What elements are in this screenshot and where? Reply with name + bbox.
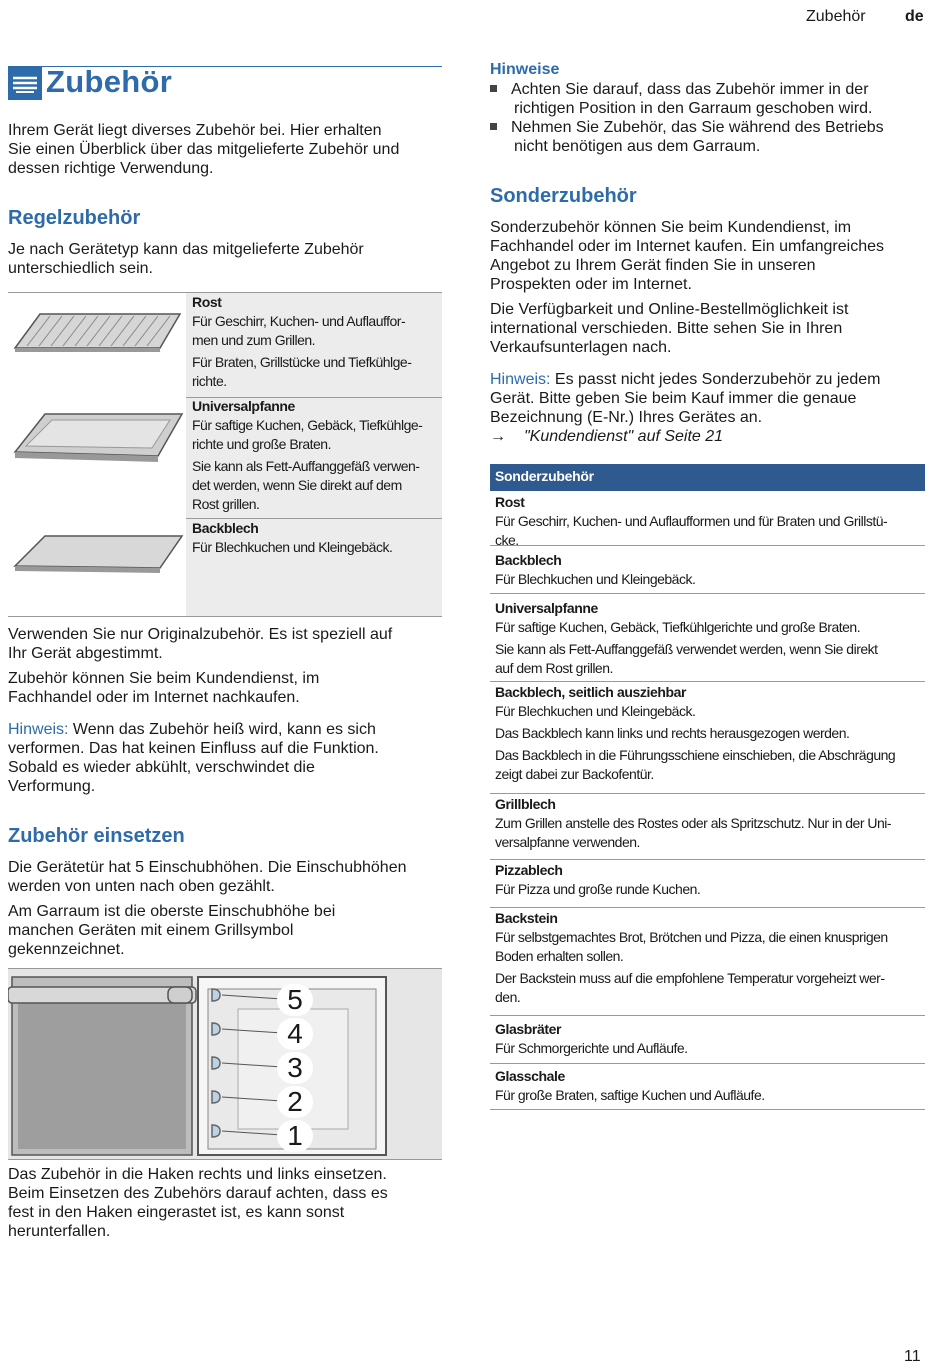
bullet-icon — [490, 123, 497, 130]
running-header-lang: de — [905, 8, 924, 25]
hinweise-list: Achten Sie darauf, dass das Zubehör immer in der richtigen Position in den Garraum geschoben wird. Nehmen Sie Zubehör, das Sie während des Betriebs nicht benötigen aus dem Garraum. — [490, 80, 884, 156]
oven-illustration — [8, 969, 442, 1159]
bullet-icon — [490, 85, 497, 92]
bottom-text: Das Zubehör in die Haken rechts und links einsetzen. Beim Einsetzen des Zubehörs darauf achten, dass es fest in den Haken eingerastet ist, es kann sonst herunterfallen. — [8, 1166, 388, 1240]
level-1-label: 1 — [277, 1120, 313, 1152]
level-4-label: 4 — [277, 1018, 313, 1050]
kundendienst-link[interactable]: "Kundendienst" auf Seite 21 — [524, 428, 724, 445]
table-row: Glasbräter Für Schmorgerichte und Aufläufe. — [490, 1016, 925, 1064]
level-2-label: 2 — [277, 1086, 313, 1118]
pan-image — [10, 404, 186, 477]
left-hint: Hinweis: Wenn das Zubehör heiß wird, kann es sich verformen. Das hat keinen Einfluss auf die Funktion. Sobald es wieder abkühlt, verschwindet die Verformung. — [8, 721, 379, 795]
sonder-text-1: Sonderzubehör können Sie beim Kundendienst, im Fachhandel oder im Internet kaufen. Ein umfangreiches Angebot zu Ihrem Gerät finden Sie in unseren Prospekten oder im Internet. — [490, 219, 885, 293]
arrow-right-icon: → — [490, 428, 506, 445]
right-hint: Hinweis: Es passt nicht jedes Sonderzubehör zu jedem Gerät. Bitte geben Sie beim Kauf immer die genaue Bezeichnung (E-Nr.) Ihres Gerätes an. → "Kundendienst" auf Seite 21 — [490, 371, 881, 445]
sonder-text-2: Die Verfügbarkeit und Online-Bestellmöglichkeit ist international verschieden. Bitte sehen Sie in Ihren Verkaufsunterlagen nach. — [490, 301, 849, 356]
einsetzen-text-1: Die Gerätetür hat 5 Einschubhöhen. Die Einschubhöhen werden von unten nach oben gezählt. — [8, 859, 407, 895]
intro-text: Ihrem Gerät liegt diverses Zubehör bei. Hier erhalten Sie einen Überblick über das mitgelieferte Zubehör und dessen richtige Verwendung. — [8, 122, 400, 177]
acc-item-universalpfanne: Universalpfanne Für saftige Kuchen, Gebäck, Tiefkühlge- richte und große Braten. Sie kann als Fett-Auffanggefäß verwen- det werden, wenn Sie direkt auf dem Rost grillen. — [192, 398, 423, 512]
nachkaufen-text: Zubehör können Sie beim Kundendienst, im Fachhandel oder im Internet nachkaufen. — [8, 670, 320, 706]
page-title: Zubehör — [46, 64, 173, 99]
level-3-label: 3 — [277, 1052, 313, 1084]
acc-item-rost: Rost Für Geschirr, Kuchen- und Auflauffor- men und zum Grillen. Für Braten, Grillstücke und Tiefkühlge- richte. — [192, 294, 412, 389]
table-row: Backstein Für selbstgemachtes Brot, Brötchen und Pizza, die einen knusprigen Boden erhalten sollen. Der Backstein muss auf die empfohlene Temperatur vorgeheizt wer- den. — [490, 908, 925, 1016]
sheet-image — [10, 528, 186, 585]
table-header: Sonderzubehör — [490, 464, 925, 491]
hinweise-heading: Hinweise — [490, 61, 560, 78]
acc-item-backblech: Backblech Für Blechkuchen und Kleingebäck. — [192, 520, 393, 555]
table-row: Pizzablech Für Pizza und große runde Kuchen. — [490, 860, 925, 908]
sonder-table — [490, 492, 925, 1110]
table-row: Glasschale Für große Braten, saftige Kuchen und Aufläufe. — [490, 1064, 925, 1110]
regel-heading: Regelzubehör — [8, 207, 141, 229]
level-5-label: 5 — [277, 984, 313, 1016]
table-row: Backblech Für Blechkuchen und Kleingebäck. — [490, 546, 925, 594]
tray-icon — [8, 66, 42, 100]
table-row: Backblech, seitlich ausziehbar Für Blechkuchen und Kleingebäck. Das Backblech kann links und rechts herausgezogen werden. Das Backblech in die Führungsschiene einschieben, die Abschrägung zeigt dabei zur Backofentür. — [490, 682, 925, 794]
regel-text: Je nach Gerätetyp kann das mitgelieferte Zubehör unterschiedlich sein. — [8, 241, 364, 277]
einsetzen-heading: Zubehör einsetzen — [8, 825, 185, 847]
table-row: Grillblech Zum Grillen anstelle des Rostes oder als Spritzschutz. Nur in der Uni- versalpfanne verwenden. — [490, 794, 925, 860]
table-row: Universalpfanne Für saftige Kuchen, Gebäck, Tiefkühlgerichte und große Braten. Sie kann als Fett-Auffanggefäß verwendet werden, wenn Sie direkt auf dem Rost grillen. — [490, 594, 925, 682]
original-text: Verwenden Sie nur Originalzubehör. Es ist speziell auf Ihr Gerät abgestimmt. — [8, 626, 393, 662]
sonder-heading: Sonderzubehör — [490, 185, 637, 207]
running-header-section: Zubehör — [806, 8, 866, 25]
rack-image — [10, 300, 186, 365]
table-row: Rost Für Geschirr, Kuchen- und Auflaufformen und für Braten und Grillstü- cke. — [490, 492, 925, 546]
einsetzen-text-2: Am Garraum ist die oberste Einschubhöhe bei manchen Geräten mit einem Grillsymbol gekennzeichnet. — [8, 903, 336, 958]
page-number: 11 — [904, 1348, 921, 1365]
